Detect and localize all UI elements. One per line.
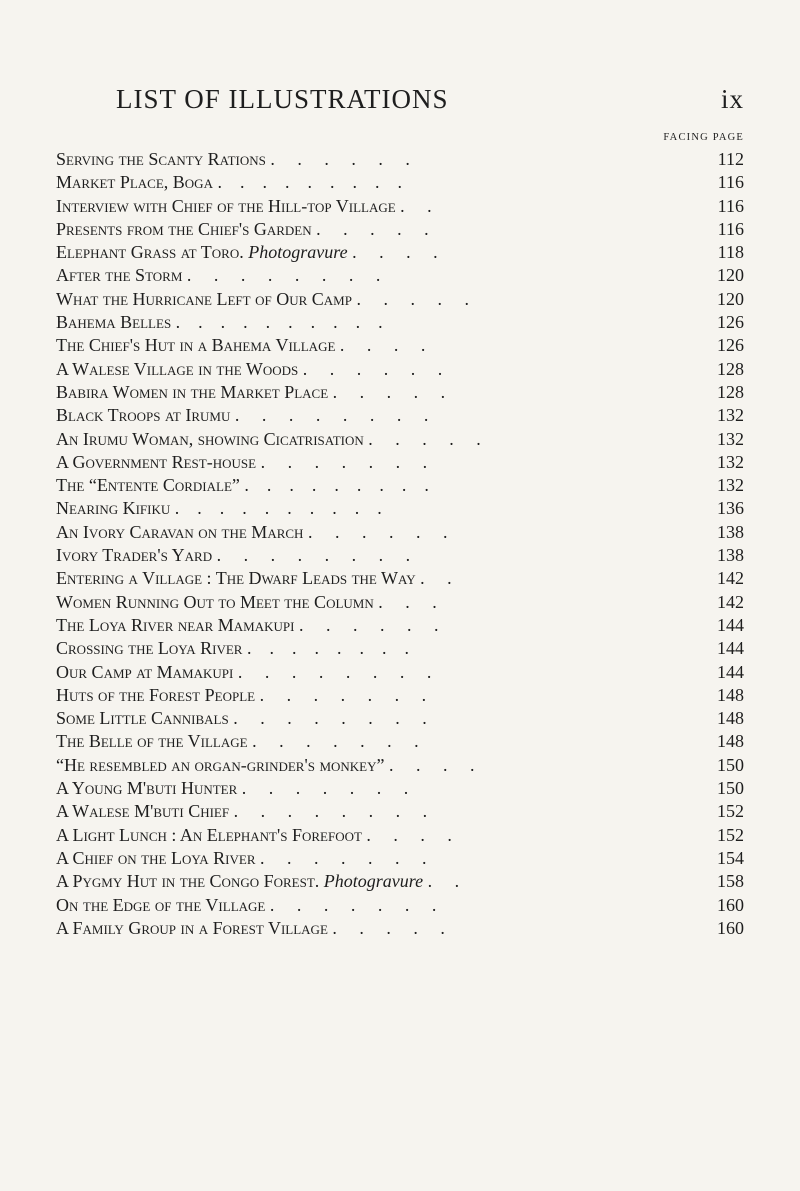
- illustration-title: [56, 614, 438, 637]
- illustration-entry: [56, 288, 744, 311]
- illustration-title-text: A Government Rest-house: [56, 451, 257, 472]
- page-number: 120: [717, 265, 744, 286]
- leader-dots: . . . .: [366, 824, 452, 845]
- illustration-entry: [56, 847, 744, 870]
- illustration-title: [56, 288, 469, 311]
- illustration-title: [56, 451, 427, 474]
- illustration-entry: [56, 264, 744, 287]
- leader-dots: . .: [400, 195, 432, 216]
- illustration-title-text: Presents from the Chief's Garden: [56, 218, 312, 239]
- page-number: 132: [717, 475, 744, 496]
- page-number: 128: [717, 358, 744, 379]
- facing-page-column-heading: FACING PAGE: [663, 132, 744, 143]
- illustration-title-text: Crossing the Loya River: [56, 638, 243, 659]
- illustration-title: [56, 894, 436, 917]
- illustration-entry: [56, 451, 744, 474]
- illustration-title: [56, 497, 382, 520]
- page-header: [56, 84, 744, 124]
- running-title: LIST OF ILLUSTRATIONS: [116, 84, 449, 114]
- illustration-title: [56, 684, 426, 707]
- leader-dots: . . . . . . .: [241, 778, 409, 799]
- illustration-title: [56, 637, 409, 660]
- illustration-title-text: Bahema Belles: [56, 312, 172, 333]
- illustration-entry: [56, 730, 744, 753]
- page-number: 144: [717, 614, 744, 635]
- leader-dots: . . . . . . . .: [233, 708, 427, 729]
- illustration-title: [56, 241, 438, 264]
- illustration-entry: [56, 311, 744, 334]
- illustration-title-text: Market Place, Boga: [56, 172, 213, 193]
- illustration-entry: [56, 474, 744, 497]
- illustration-title-text: Elephant Grass at Toro.: [56, 242, 249, 263]
- illustration-title-text: Nearing Kifiku: [56, 498, 171, 519]
- illustration-entry: [56, 381, 744, 404]
- illustration-title-text: A Chief on the Loya River: [56, 847, 256, 868]
- leader-dots: . . . .: [339, 335, 426, 356]
- illustration-entry: [56, 870, 744, 893]
- illustration-title-text: A Family Group in a Forest Village: [56, 917, 328, 938]
- illustration-title-text: “He resembled an organ-grinder's monkey”: [56, 754, 385, 775]
- illustration-title-text: The Loya River near Mamakupi: [56, 614, 295, 635]
- leader-dots: . . . . . . . .: [233, 801, 428, 822]
- illustration-title-text: Entering a Village : The Dwarf Leads the Way: [56, 568, 416, 589]
- illustration-title-text: A Pygmy Hut in the Congo Forest.: [56, 871, 324, 892]
- illustration-technique: Photogravure: [323, 871, 424, 892]
- illustration-title-text: Some Little Cannibals: [56, 708, 229, 729]
- leader-dots: . . . . .: [332, 381, 446, 402]
- illustration-title: [56, 591, 437, 614]
- illustration-title: [56, 381, 445, 404]
- illustration-title-text: What the Hurricane Left of Our Camp: [56, 288, 352, 309]
- page-number: 158: [717, 871, 744, 892]
- illustration-entry: [56, 614, 744, 637]
- illustration-title: [56, 661, 431, 684]
- leader-dots: . . . . . . .: [259, 684, 427, 705]
- illustration-title: [56, 917, 445, 940]
- page-number: 154: [717, 847, 744, 868]
- page-number: 142: [717, 591, 744, 612]
- leader-dots: . . . .: [352, 242, 438, 263]
- illustration-title-text: The Chief's Hut in a Bahema Village: [56, 335, 336, 356]
- page-folio: ix: [720, 84, 744, 114]
- illustration-title: [56, 567, 452, 590]
- leader-dots: . . . . . .: [302, 358, 443, 379]
- leader-dots: . . . . . . . .: [246, 638, 409, 659]
- illustration-entry: [56, 800, 744, 823]
- illustration-title: [56, 428, 481, 451]
- page-number: 148: [717, 684, 744, 705]
- illustration-title: [56, 870, 459, 893]
- page-number: 132: [717, 428, 744, 449]
- page-number: 150: [717, 778, 744, 799]
- illustration-title: [56, 707, 427, 730]
- illustration-entry: [56, 567, 744, 590]
- leader-dots: . . . . . . . . .: [244, 475, 429, 496]
- illustration-title-text: Serving the Scanty Rations: [56, 149, 266, 169]
- leader-dots: . . . . . .: [270, 149, 410, 169]
- leader-dots: . . . . . . . .: [216, 545, 411, 566]
- page-number: 132: [717, 405, 744, 426]
- illustration-title-text: A Young M'buti Hunter: [56, 778, 238, 799]
- illustration-entry: [56, 195, 744, 218]
- leader-dots: . .: [427, 871, 460, 892]
- illustration-technique: Photogravure: [248, 242, 348, 263]
- illustration-entry: [56, 591, 744, 614]
- illustration-entry: [56, 358, 744, 381]
- leader-dots: . . . . . .: [298, 614, 439, 635]
- illustration-entry: [56, 497, 744, 520]
- illustration-entry: [56, 218, 744, 241]
- illustration-title-text: Black Troops at Irumu: [56, 405, 231, 426]
- page-number: 152: [717, 824, 744, 845]
- page-number: 150: [717, 754, 744, 775]
- illustration-entry: [56, 637, 744, 660]
- illustration-title: [56, 171, 402, 194]
- illustration-title-text: A Walese Village in the Woods: [56, 358, 299, 379]
- leader-dots: . . . . . . . . . .: [174, 498, 382, 519]
- page-number: 116: [717, 195, 744, 216]
- illustration-title-text: An Ivory Caravan on the March: [56, 521, 304, 542]
- illustration-entry: [56, 777, 744, 800]
- illustration-title-text: A Walese M'buti Chief: [56, 801, 230, 822]
- leader-dots: . . . . . .: [307, 521, 448, 542]
- leader-dots: . . . . . . .: [269, 894, 437, 915]
- leader-dots: . . . . . . .: [260, 451, 428, 472]
- illustration-title: [56, 800, 427, 823]
- illustration-title: [56, 195, 432, 218]
- illustration-title-text: After the Storm: [56, 265, 183, 286]
- illustration-title-text: Our Camp at Mamakupi: [56, 661, 234, 682]
- illustration-title-text: Huts of the Forest People: [56, 684, 256, 705]
- illustration-title-text: The “Entente Cordiale”: [56, 475, 240, 496]
- illustration-title-text: Interview with Chief of the Hill-top Village: [56, 195, 396, 216]
- illustration-entry: [56, 428, 744, 451]
- illustration-entry: [56, 334, 744, 357]
- page-number: 144: [717, 638, 744, 659]
- illustration-title: [56, 264, 380, 287]
- illustration-entry: [56, 241, 744, 264]
- illustration-title: [56, 218, 429, 241]
- illustration-title: [56, 334, 425, 357]
- illustration-title-text: On the Edge of the Village: [56, 894, 266, 915]
- illustration-entry: [56, 917, 744, 940]
- leader-dots: . . . . .: [316, 218, 429, 239]
- leader-dots: . .: [420, 568, 452, 589]
- illustration-entry: [56, 171, 744, 194]
- illustration-entry: [56, 684, 744, 707]
- leader-dots: . . .: [378, 591, 437, 612]
- page-number: 148: [717, 708, 744, 729]
- page-number: 136: [717, 498, 744, 519]
- leader-dots: . . . . . . . .: [234, 405, 429, 426]
- page-number: 126: [717, 335, 744, 356]
- page-number: 138: [717, 545, 744, 566]
- illustration-title: [56, 730, 419, 753]
- page-number: 120: [717, 288, 744, 309]
- illustration-entry: [56, 544, 744, 567]
- page-number: 160: [717, 894, 744, 915]
- illustration-title: [56, 777, 408, 800]
- illustration-title: [56, 544, 410, 567]
- illustration-title: [56, 521, 447, 544]
- illustration-title: [56, 148, 410, 171]
- page-number: 138: [717, 521, 744, 542]
- illustration-title: [56, 358, 442, 381]
- illustration-title: [56, 404, 428, 427]
- leader-dots: . . . . . . . .: [237, 661, 432, 682]
- page-number: 148: [717, 731, 744, 752]
- illustration-title: [56, 754, 475, 777]
- illustration-list: [56, 148, 744, 940]
- illustration-title: [56, 847, 427, 870]
- page-number: 116: [717, 218, 744, 239]
- illustration-entry: [56, 404, 744, 427]
- leader-dots: . . . . . . . . .: [217, 172, 402, 193]
- leader-dots: . . . . .: [332, 917, 445, 938]
- illustration-entry: [56, 754, 744, 777]
- page-number: 142: [717, 568, 744, 589]
- illustration-entry: [56, 894, 744, 917]
- illustration-entry: [56, 521, 744, 544]
- leader-dots: . . . .: [389, 754, 475, 775]
- illustration-title: [56, 474, 429, 497]
- page-number: 144: [717, 661, 744, 682]
- leader-dots: . . . . . . . . . .: [175, 312, 383, 333]
- illustration-entry: [56, 148, 744, 171]
- leader-dots: . . . . .: [356, 288, 469, 309]
- leader-dots: . . . . . . . .: [186, 265, 381, 286]
- illustration-title: [56, 824, 452, 847]
- page-number: 132: [717, 451, 744, 472]
- leader-dots: . . . . . . .: [252, 731, 419, 752]
- illustration-title-text: Babira Women in the Market Place: [56, 381, 329, 402]
- illustration-title-text: A Light Lunch : An Elephant's Forefoot: [56, 824, 362, 845]
- page-number: 128: [717, 381, 744, 402]
- page-number: 116: [717, 172, 744, 193]
- page-number: 152: [717, 801, 744, 822]
- illustration-title-text: Ivory Trader's Yard: [56, 545, 213, 566]
- illustration-title: [56, 311, 383, 334]
- illustration-title-text: The Belle of the Village: [56, 731, 248, 752]
- page-number: 118: [717, 242, 744, 263]
- illustration-title-text: Women Running Out to Meet the Column: [56, 591, 374, 612]
- page-number: 160: [717, 917, 744, 938]
- illustration-title-text: An Irumu Woman, showing Cicatrisation: [56, 428, 364, 449]
- page-number: 126: [717, 312, 744, 333]
- leader-dots: . . . . . . .: [260, 847, 427, 868]
- page-number: 112: [717, 149, 744, 169]
- leader-dots: . . . . .: [368, 428, 481, 449]
- illustration-entry: [56, 824, 744, 847]
- illustration-entry: [56, 661, 744, 684]
- illustration-entry: [56, 707, 744, 730]
